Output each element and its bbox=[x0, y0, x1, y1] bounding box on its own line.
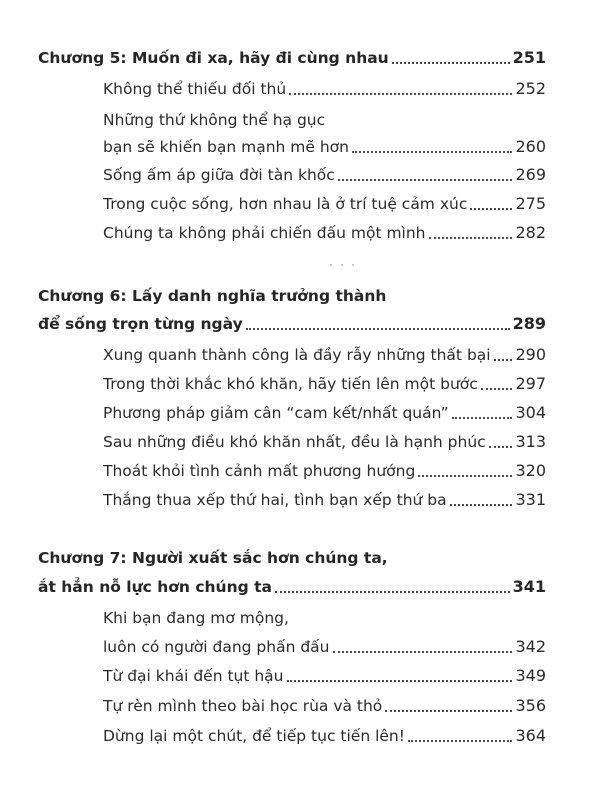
page-number: 251 bbox=[512, 48, 546, 67]
dot-leader bbox=[450, 503, 513, 506]
page-number: 297 bbox=[515, 374, 546, 393]
page-number: 320 bbox=[515, 461, 546, 480]
toc-entry bbox=[0, 215, 600, 245]
dot-leader bbox=[418, 474, 512, 477]
dot-leader bbox=[289, 92, 512, 95]
dot-leader bbox=[287, 679, 513, 682]
page-number: 341 bbox=[512, 577, 546, 596]
page-number: 364 bbox=[515, 726, 546, 745]
section-divider-mark bbox=[328, 262, 356, 268]
toc-entry bbox=[0, 186, 600, 216]
dot-leader bbox=[352, 150, 512, 153]
entry-title: Phương pháp giảm cân “cam kết/nhất quán” bbox=[103, 403, 449, 422]
dot-leader bbox=[275, 590, 510, 593]
chapter-7-heading bbox=[0, 540, 600, 570]
entry-title: Sau những điều khó khăn nhất, đều là hạnh phúc bbox=[103, 432, 486, 451]
page-number: 282 bbox=[515, 223, 546, 242]
dot-leader bbox=[338, 178, 513, 181]
entry-title: Không thể thiếu đối thủ bbox=[103, 79, 287, 98]
chapter-title: để sống trọn từng ngày bbox=[38, 314, 243, 333]
entry-title: Chúng ta không phải chiến đấu một mình bbox=[103, 223, 426, 242]
toc-entry bbox=[0, 424, 600, 454]
toc-entry bbox=[0, 395, 600, 425]
toc-entry bbox=[0, 688, 600, 718]
entry-title: Từ đại khái đến tụt hậu bbox=[103, 666, 284, 685]
dot-leader bbox=[408, 739, 512, 742]
toc-entry bbox=[0, 453, 600, 483]
page-number: 349 bbox=[515, 666, 546, 685]
chapter-7-heading-continued bbox=[0, 569, 600, 599]
dot-leader bbox=[481, 387, 513, 390]
toc-entry bbox=[0, 129, 600, 159]
entry-title: Sống ấm áp giữa đời tàn khốc bbox=[103, 165, 335, 184]
dot-leader bbox=[489, 445, 513, 448]
entry-title: Thoát khỏi tình cảnh mất phương hướng bbox=[103, 461, 416, 480]
toc-entry bbox=[0, 102, 600, 132]
chapter-6-heading bbox=[0, 278, 600, 308]
toc-entry bbox=[0, 658, 600, 688]
toc-entry bbox=[0, 71, 600, 101]
page-number: 260 bbox=[515, 137, 546, 156]
dot-leader bbox=[385, 709, 512, 712]
chapter-title: Chương 6: Lấy danh nghĩa trưởng thành bbox=[38, 286, 387, 305]
page-number: 342 bbox=[515, 637, 546, 656]
page-number: 275 bbox=[515, 194, 546, 213]
page-number: 313 bbox=[515, 432, 546, 451]
page-number: 269 bbox=[515, 165, 546, 184]
toc-entry bbox=[0, 718, 600, 748]
page-number: 289 bbox=[512, 314, 546, 333]
entry-title: luôn có người đang phấn đấu bbox=[103, 637, 330, 656]
dot-leader bbox=[452, 416, 513, 419]
page-number: 290 bbox=[515, 345, 546, 364]
dot-leader bbox=[333, 650, 513, 653]
entry-title: Tự rèn mình theo bài học rùa và thỏ bbox=[103, 696, 383, 715]
chapter-title: Chương 5: Muốn đi xa, hãy đi cùng nhau bbox=[38, 48, 389, 67]
toc-entry bbox=[0, 337, 600, 367]
toc-entry bbox=[0, 366, 600, 396]
dot-leader bbox=[470, 207, 512, 210]
entry-title: bạn sẽ khiến bạn mạnh mẽ hơn bbox=[103, 137, 349, 156]
chapter-title: Chương 7: Người xuất sắc hơn chúng ta, bbox=[38, 548, 388, 567]
dot-leader bbox=[246, 327, 510, 330]
page-number: 331 bbox=[515, 490, 546, 509]
chapter-5-heading bbox=[0, 40, 600, 70]
dot-leader bbox=[494, 358, 513, 361]
toc-entry bbox=[0, 629, 600, 659]
page-number: 252 bbox=[515, 79, 546, 98]
page-number: 304 bbox=[515, 403, 546, 422]
entry-title: Khi bạn đang mơ mộng, bbox=[103, 608, 289, 627]
toc-entry bbox=[0, 600, 600, 630]
chapter-title: ắt hẳn nỗ lực hơn chúng ta bbox=[38, 577, 272, 596]
toc-entry bbox=[0, 482, 600, 512]
entry-title: Trong thời khắc khó khăn, hãy tiến lên một bước bbox=[103, 374, 478, 393]
entry-title: Những thứ không thể hạ gục bbox=[103, 110, 326, 129]
entry-title: Xung quanh thành công là đầy rẫy những thất bại bbox=[103, 345, 491, 364]
entry-title: Thắng thua xếp thứ hai, tình bạn xếp thứ ba bbox=[103, 490, 447, 509]
entry-title: Trong cuộc sống, hơn nhau là ở trí tuệ cảm xúc bbox=[103, 194, 468, 213]
dot-leader bbox=[392, 61, 510, 64]
dot-leader bbox=[429, 236, 513, 239]
chapter-6-heading-continued bbox=[0, 306, 600, 336]
entry-title: Dừng lại một chút, để tiếp tục tiến lên! bbox=[103, 726, 405, 745]
toc-entry bbox=[0, 157, 600, 187]
page-number: 356 bbox=[515, 696, 546, 715]
